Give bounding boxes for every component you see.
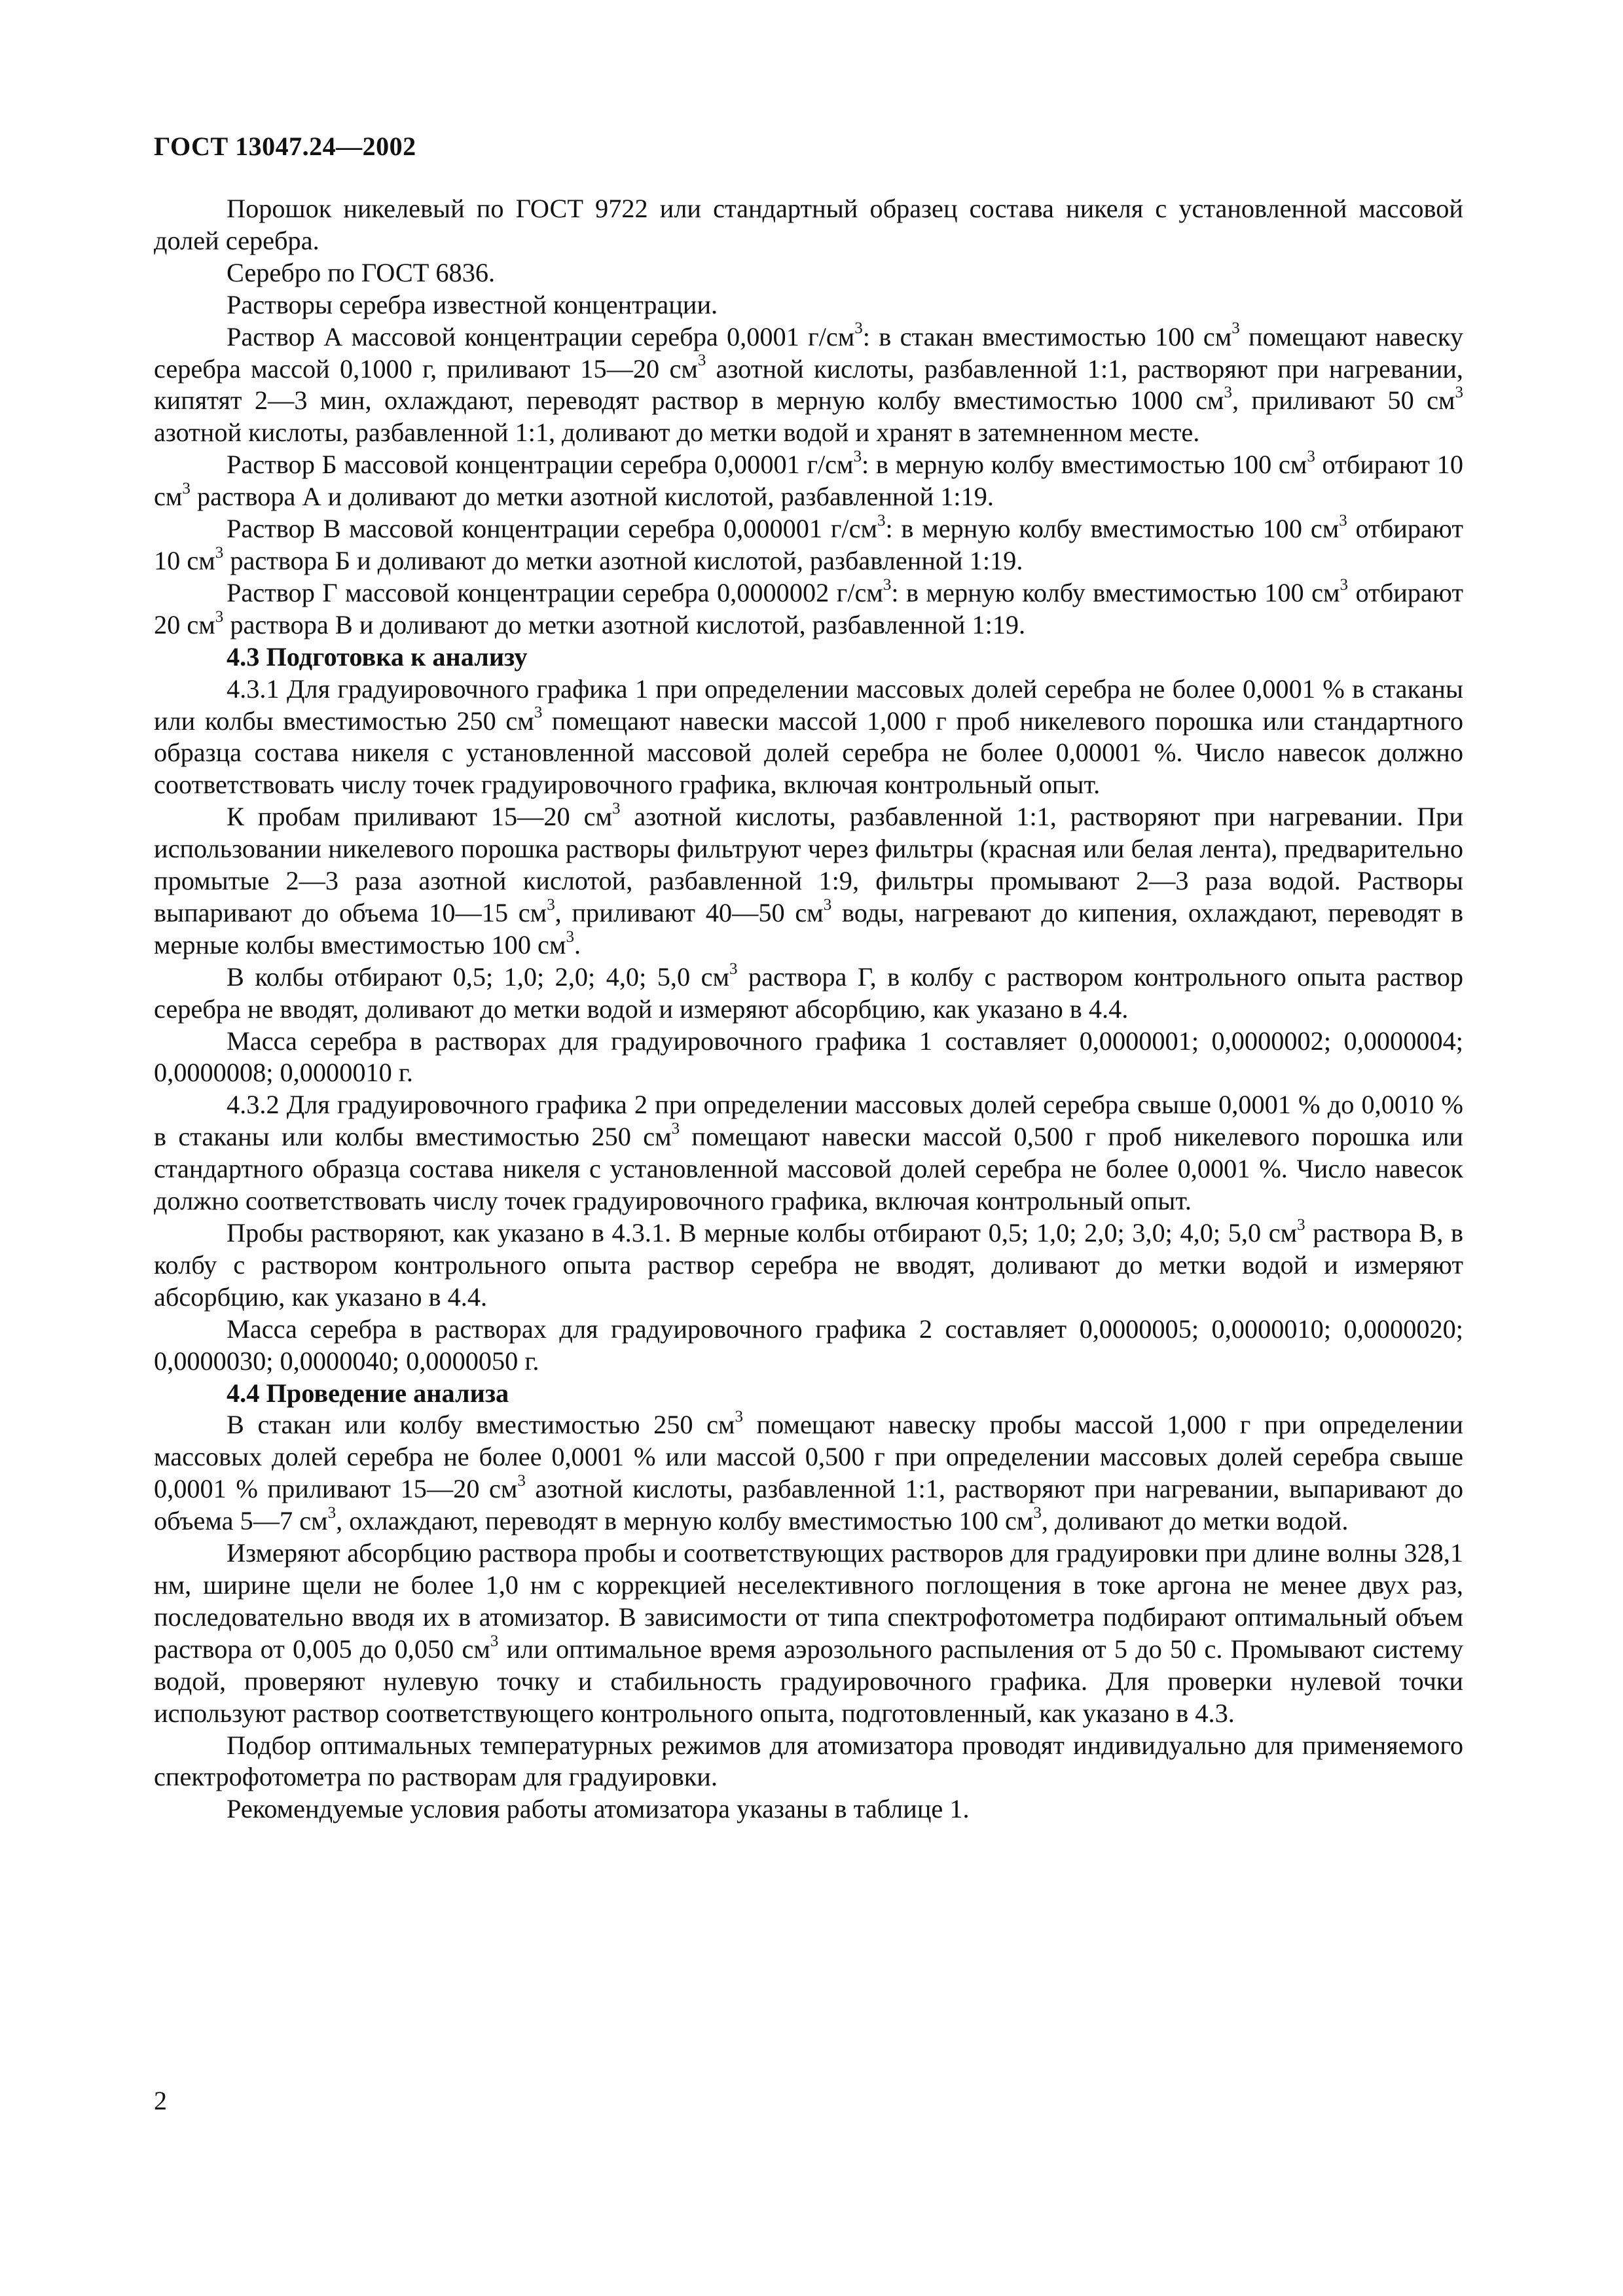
superscript: 3 bbox=[671, 1120, 680, 1138]
text-run: отбирают 20 см bbox=[154, 577, 1463, 639]
superscript: 3 bbox=[1340, 575, 1348, 594]
paragraph bbox=[154, 1730, 1463, 1794]
text-run: Измеряют абсорбцию раствора пробы и соответствующих растворов для градуировки при длине волны 328,1 нм, ширине щели не более 1,0 нм с коррекцией неселективного поглощения в токе аргона не менее двух раз, последовательно вводя их в атомизатор. В зависимости от типа спектрофотометра подбирают оптимальный объем раствора от 0,005 до 0,050 см bbox=[154, 1538, 1463, 1664]
text-run: помещают навески массой 1,000 г проб никелевого порошка или стандартного образца состава никеля с установленной массовой долей серебра не более 0,00001 %. Число навесок должно соответствовать числу точек градуировочного графика, включая контрольный опыт. bbox=[154, 706, 1463, 800]
section-heading bbox=[154, 1378, 1463, 1410]
text-run: Рекомендуемые условия работы атомизатора указаны в таблице 1. bbox=[227, 1794, 970, 1824]
text-run: азотной кислоты, разбавленной 1:1, растворяют при нагревании. При использовании никелевого порошка растворы фильтруют через фильтры (красная или белая лента), предварительно промытые 2—3 раза азотной кислотой, разбавленной 1:9, фильтры промывают 2—3 раза водой. Растворы выпаривают до объема 10—15 см bbox=[154, 802, 1463, 927]
text-run: отбирают 10 см bbox=[154, 450, 1463, 512]
superscript: 3 bbox=[1231, 319, 1240, 338]
paragraph bbox=[154, 961, 1463, 1026]
text-run: раствора Г, в колбу с раствором контрольного опыта раствор серебра не вводят, доливают до метки водой и измеряют абсорбцию, как указано в 4.4. bbox=[154, 961, 1464, 1024]
text-run: Порошок никелевый по ГОСТ 9722 или стандартный образец состава никеля с установленной массовой долей серебра. bbox=[154, 194, 1463, 255]
text-run: воды, нагревают до кипения, охлаждают, переводят в мерные колбы вместимостью 100 см bbox=[154, 897, 1463, 960]
superscript: 3 bbox=[534, 704, 543, 722]
paragraph bbox=[154, 673, 1463, 802]
superscript: 3 bbox=[566, 927, 574, 946]
paragraph bbox=[154, 1089, 1463, 1217]
text-run: 4.4 Проведение анализа bbox=[227, 1378, 509, 1408]
paragraph bbox=[154, 1537, 1463, 1729]
paragraph bbox=[154, 1217, 1463, 1314]
text-run: Раствор А массовой концентрации серебра 0,0001 г/см bbox=[227, 321, 855, 351]
text-run: : в мерную колбу вместимостью 100 см bbox=[862, 450, 1307, 480]
superscript: 3 bbox=[547, 895, 555, 914]
text-run: раствора Б и доливают до метки азотной кислотой, разбавленной 1:19. bbox=[223, 545, 1023, 575]
text-run: , доливают до метки водой. bbox=[1041, 1506, 1349, 1536]
text-run: , приливают 50 см bbox=[1232, 386, 1455, 416]
paragraph bbox=[154, 449, 1463, 513]
superscript: 3 bbox=[1297, 1215, 1305, 1234]
text-run: Масса серебра в растворах для градуировочного графика 2 составляет 0,0000005; 0,0000010; 0,0000020; 0,0000030; 0,0000040; 0,0000050 г. bbox=[154, 1314, 1463, 1376]
paragraph bbox=[154, 1314, 1463, 1378]
text-run: Растворы серебра известной концентрации. bbox=[227, 289, 718, 319]
text-run: Раствор В массовой концентрации серебра 0,000001 г/см bbox=[227, 514, 877, 544]
superscript: 3 bbox=[1307, 448, 1315, 466]
text-run: помещают навески массой 0,500 г проб никелевого порошка или стандартного образца состава никеля с установленной массовой долей серебра не более 0,0001 %. Число навесок должно соответствовать числу точек градуировочного графика, включая контрольный опыт. bbox=[154, 1122, 1463, 1216]
superscript: 3 bbox=[1033, 1504, 1042, 1522]
section-heading bbox=[154, 641, 1463, 673]
superscript: 3 bbox=[729, 960, 738, 978]
text-run: азотной кислоты, разбавленной 1:1, растворяют при нагревании, выпаривают до объема 5—7 см bbox=[154, 1474, 1463, 1536]
text-run: Подбор оптимальных температурных режимов для атомизатора проводят индивидуально для применяемого спектрофотометра по растворам для градуировки. bbox=[154, 1730, 1463, 1792]
superscript: 3 bbox=[823, 895, 832, 914]
paragraph bbox=[154, 321, 1463, 450]
superscript: 3 bbox=[490, 1632, 499, 1650]
superscript: 3 bbox=[182, 480, 191, 497]
superscript: 3 bbox=[883, 575, 892, 594]
superscript: 3 bbox=[853, 448, 862, 466]
text-run: раствора В и доливают до метки азотной кислотой, разбавленной 1:19. bbox=[223, 609, 1026, 639]
text-run: азотной кислоты, разбавленной 1:1, доливают до метки водой и хранят в затемненном месте. bbox=[154, 418, 1200, 448]
superscript: 3 bbox=[215, 543, 224, 562]
superscript: 3 bbox=[1339, 511, 1347, 529]
paragraph bbox=[154, 289, 1463, 321]
text-run: : в мерную колбу вместимостью 100 см bbox=[891, 577, 1340, 607]
text-run: помещают навеску пробы массой 1,000 г при определении массовых долей серебра не более 0,0001 % или массой 0,500 г при определении массовых долей серебра свыше 0,0001 % приливают 15—20 см bbox=[154, 1410, 1463, 1504]
text-run: 4.3.1 Для градуировочного графика 1 при определении массовых долей серебра не более 0,0001 % в стаканы или колбы вместимостью 250 см bbox=[154, 673, 1463, 736]
text-run: отбирают 10 см bbox=[154, 514, 1463, 575]
paragraph bbox=[154, 1793, 1463, 1825]
text-run: азотной кислоты, разбавленной 1:1, растворяют при нагревании, кипятят 2—3 мин, охлаждают, переводят раствор в мерную колбу вместимостью 1000 см bbox=[154, 353, 1463, 416]
text-run: раствора А и доливают до метки азотной кислотой, разбавленной 1:19. bbox=[190, 482, 994, 512]
text-run: В колбы отбирают 0,5; 1,0; 2,0; 4,0; 5,0 см bbox=[227, 961, 729, 992]
page-number: 2 bbox=[154, 2086, 167, 2115]
paragraph bbox=[154, 193, 1463, 257]
superscript: 3 bbox=[735, 1408, 743, 1426]
superscript: 3 bbox=[877, 511, 886, 529]
paragraph bbox=[154, 257, 1463, 289]
superscript: 3 bbox=[1455, 384, 1463, 402]
paragraph bbox=[154, 801, 1463, 961]
text-run: В стакан или колбу вместимостью 250 см bbox=[227, 1410, 735, 1440]
text-run: Раствор Б массовой концентрации серебра 0,00001 г/см bbox=[227, 450, 854, 480]
superscript: 3 bbox=[517, 1472, 526, 1490]
text-run: : в мерную колбу вместимостью 100 см bbox=[885, 514, 1340, 544]
text-run: Раствор Г массовой концентрации серебра 0,0000002 г/см bbox=[227, 577, 883, 607]
paragraph bbox=[154, 513, 1463, 577]
text-run: помещают навеску серебра массой 0,1000 г, приливают 15—20 см bbox=[154, 321, 1463, 384]
superscript: 3 bbox=[612, 800, 621, 818]
superscript: 3 bbox=[215, 607, 224, 626]
text-run: . bbox=[574, 929, 581, 960]
text-run: Масса серебра в растворах для градуировочного графика 1 составляет 0,0000001; 0,0000002; 0,0000004; 0,0000008; 0,0000010 г. bbox=[154, 1026, 1463, 1088]
paragraph bbox=[154, 1026, 1463, 1090]
text-run: Серебро по ГОСТ 6836. bbox=[227, 257, 496, 287]
document-body bbox=[154, 193, 1463, 1825]
document-code-header: ГОСТ 13047.24—2002 bbox=[154, 132, 416, 161]
paragraph bbox=[154, 577, 1463, 641]
text-run: 4.3.2 Для градуировочного графика 2 при определении массовых долей серебра свыше 0,0001 % до 0,0010 % в стаканы или колбы вместимостью 250 см bbox=[154, 1090, 1463, 1152]
paragraph bbox=[154, 1409, 1463, 1537]
text-run: или оптимальное время аэрозольного распыления от 5 до 50 с. Промывают систему водой, проверяют нулевую точку и стабильность градуировочного графика. Для проверки нулевой точки используют раствор соответствующего контрольного опыта, подготовленный, как указано в 4.3. bbox=[154, 1634, 1464, 1728]
superscript: 3 bbox=[1224, 384, 1233, 402]
superscript: 3 bbox=[697, 351, 706, 370]
text-run: К пробам приливают 15—20 см bbox=[227, 802, 612, 832]
text-run: , охлаждают, переводят в мерную колбу вместимостью 100 см bbox=[336, 1506, 1034, 1536]
text-run: , приливают 40—50 см bbox=[555, 897, 824, 927]
superscript: 3 bbox=[327, 1504, 337, 1522]
text-run: раствора В, в колбу с раствором контрольного опыта раствор серебра не вводят, доливают до метки водой и измеряют абсорбцию, как указано в 4.4. bbox=[154, 1218, 1463, 1312]
text-run: 4.3 Подготовка к анализу bbox=[227, 641, 528, 672]
superscript: 3 bbox=[854, 319, 863, 338]
text-run: Пробы растворяют, как указано в 4.3.1. В мерные колбы отбирают 0,5; 1,0; 2,0; 3,0; 4,0; 5,0 см bbox=[227, 1218, 1298, 1247]
text-run: : в стакан вместимостью 100 см bbox=[862, 321, 1232, 351]
